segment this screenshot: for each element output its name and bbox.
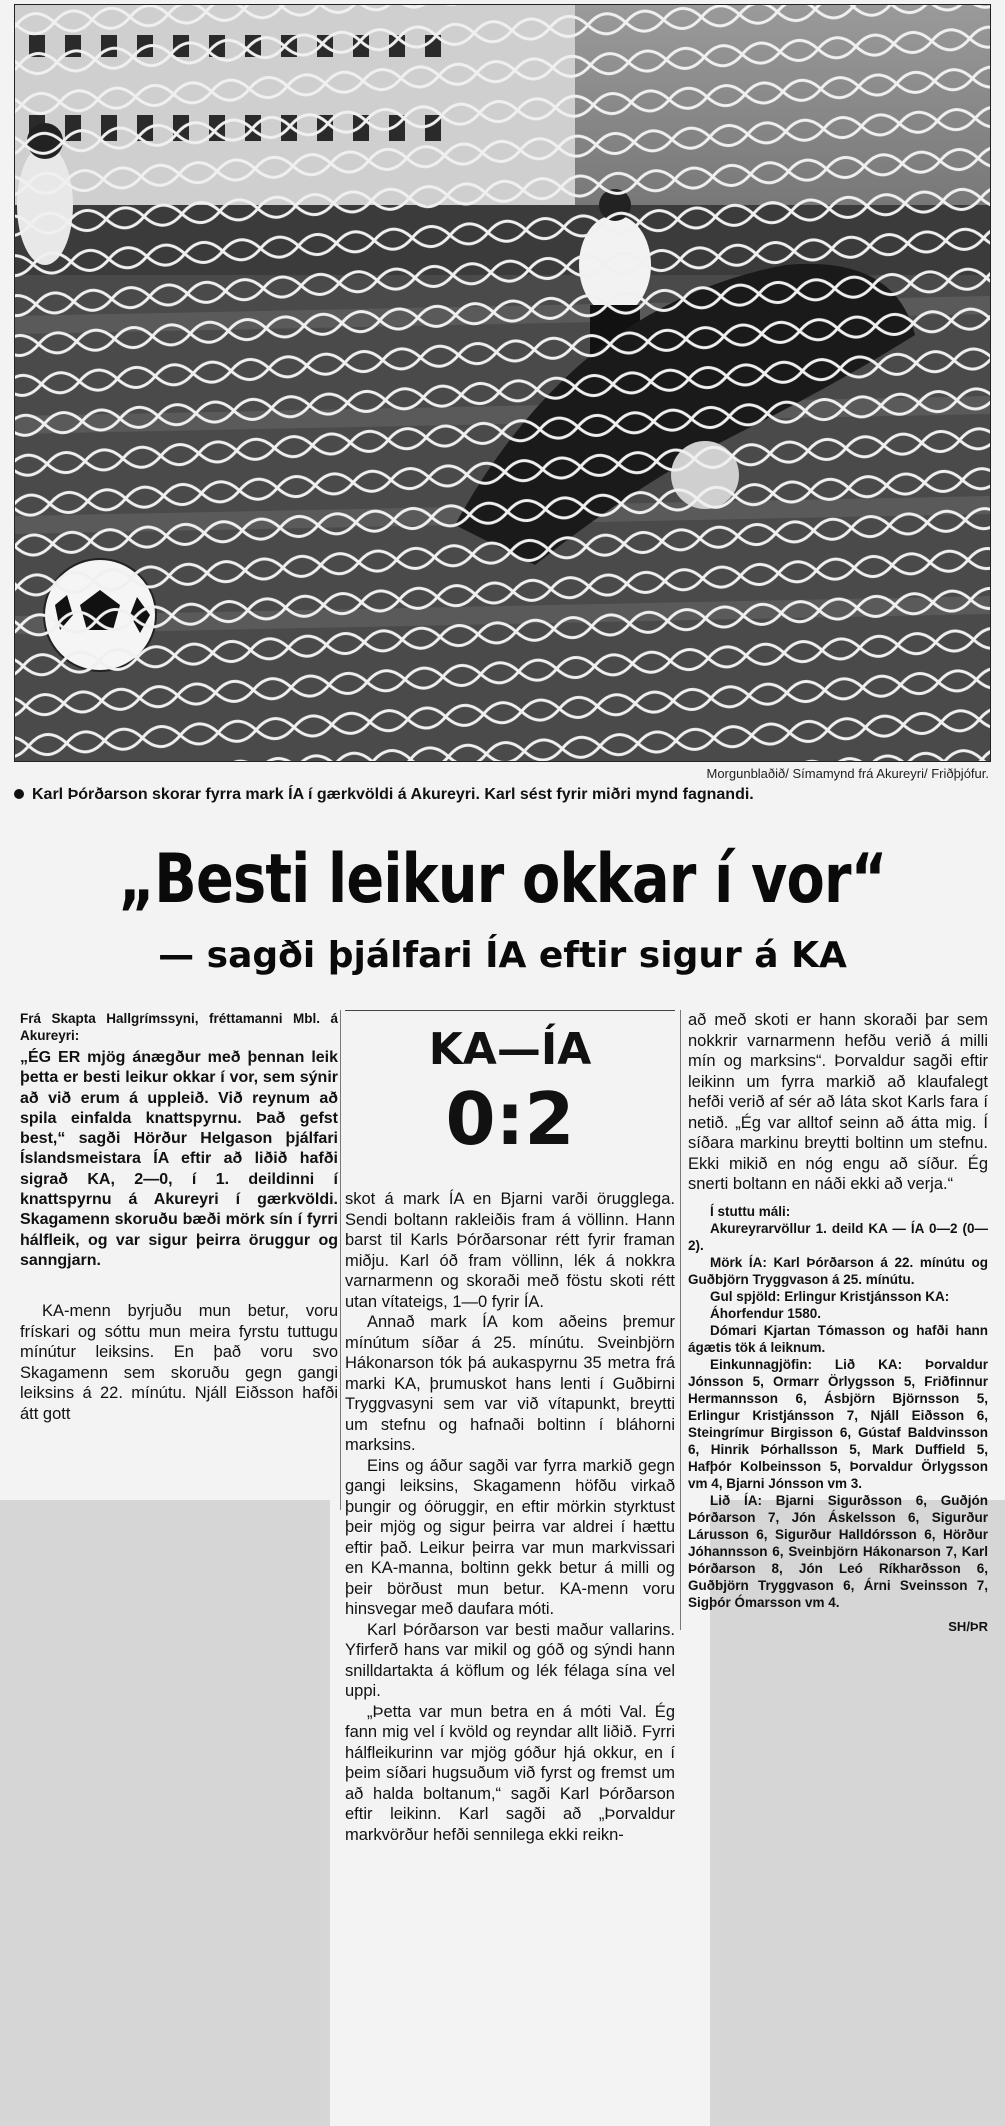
column-3 bbox=[688, 1010, 988, 1637]
match-summary bbox=[688, 1203, 988, 1611]
author-signature: SH/ÞR bbox=[948, 1618, 988, 1634]
body-paragraph: Karl Þórðarson var besti maður vallarins. Yfirferð hans var mikil og góð og sýndi hann snilldartakta á köflum og lék félaga sína vel uppi. bbox=[345, 1620, 675, 1700]
score-teams: KA—ÍA bbox=[428, 1024, 592, 1075]
photo-caption bbox=[14, 786, 984, 804]
column-1 bbox=[20, 1010, 338, 1424]
score-box bbox=[345, 1010, 675, 1161]
bullet-icon bbox=[14, 789, 24, 799]
match-photo bbox=[14, 4, 991, 762]
byline: Frá Skapta Hallgrímssyni, fréttamanni Mbl. á Akureyri: bbox=[20, 1011, 338, 1043]
body-paragraph: skot á mark ÍA en Bjarni varði örugglega. Sendi boltann rakleiðis fram á völlinn. Hann barst til Karls Þórðarsonar rétt fyrir framan miðju. Karl óð fram völlinn, lék á nokkra varnarmenn og skoraði með föstu skoti rétt utan vítateigs, 1—0 fyrir ÍA. bbox=[345, 1190, 675, 1311]
goal-net-photo bbox=[15, 5, 990, 761]
intro-paragraph: „ÉG ER mjög ánægður með þennan leik þetta er besti leikur okkar í vor, sem sýnir að við erum á uppleið. Við reynum að spila einfalda knattspyrnu. Það gefst best,“ sagði Hörður Helgason þjálfari Íslandsmeistara ÍA eftir að liðið hafði sigrað KA, 2—0, í 1. deildinni í knattspyrnu á Akureyri í gærkvöldi. Skagamenn skoruðu bæði mörk sín í fyrri hálfleik, og var sigur þeirra öruggur og sanngjarn. bbox=[20, 1049, 338, 1269]
summary-line: Mörk ÍA: Karl Þórðarson á 22. mínútu og Guðbjörn Tryggvason á 25. mínútu. bbox=[688, 1254, 988, 1287]
body-paragraph: KA-menn byrjuðu mun betur, voru frískari og sóttu mun meira fyrstu tuttugu mínútur leiksins. En það voru svo Skagamenn sem skoruðu gegn gangi leiksins á 22. mínútu. Njáll Eiðsson hafði átt gott bbox=[20, 1302, 338, 1423]
summary-line: Gul spjöld: Erlingur Kristjánsson KA: bbox=[710, 1288, 950, 1304]
score-result: 0:2 bbox=[445, 1077, 575, 1161]
summary-heading: Í stuttu máli: bbox=[710, 1203, 791, 1219]
column-divider bbox=[680, 1010, 681, 1630]
caption-text: Karl Þórðarson skorar fyrra mark ÍA í gærkvöldi á Akureyri. Karl sést fyrir miðri mynd fagnandi. bbox=[32, 786, 754, 803]
summary-line: Einkunnagjöfin: Lið KA: Þorvaldur Jónsson 5, Ormarr Örlygsson 5, Friðfinnur Hermannsson 6, Ásbjörn Björnsson 5, Erlingur Kristjánsson 7, Njáll Eiðsson 6, Steingrímur Birgisson 6, Gústaf Baldvinsson 6, Hinrik Þórhallsson 5, Mark Duffield 5, Hafþór Kolbeinsson 5, Þorvaldur Örlygsson vm 4, Bjarni Jónsson vm 3. bbox=[688, 1356, 988, 1491]
body-paragraph: Eins og áður sagði var fyrra markið gegn gangi leiksins, Skagamenn höfðu virkað þungir og óöruggir, en eftir mörkin styrktust þeir mjög og sigur þeirra var aldrei í hættu eftir það. Leikur þeirra var mun markvissari en KA-manna, boltinn gekk betur á milli og þeir börðust mun betur. KA-menn voru hinsvegar með daufara móti. bbox=[345, 1456, 675, 1618]
summary-line: Áhorfendur 1580. bbox=[710, 1305, 822, 1321]
subheadline: — sagði þjálfari ÍA eftir sigur á KA bbox=[158, 935, 847, 976]
summary-line: Lið ÍA: Bjarni Sigurðsson 6, Guðjón Þórðarson 7, Jón Áskelsson 6, Sigurður Lárusson 6, Sigurður Halldórsson 6, Hörður Jóhannsson 6, Sveinbjörn Hákonarson 7, Karl Þórðarson 8, Jón Leó Ríkharðsson 6, Guðbjörn Tryggvason 6, Árni Sveinsson 7, Sigþór Ómarsson vm 4. bbox=[688, 1492, 988, 1610]
headline: „Besti leikur okkar í vor“ bbox=[118, 840, 887, 919]
photo-credit: Morgunblaðið/ Símamynd frá Akureyri/ Friðþjófur. bbox=[706, 766, 989, 781]
body-paragraph: Annað mark ÍA kom aðeins þremur mínútum síðar á 25. mínútu. Sveinbjörn Hákonarson tók þá aukaspyrnu 35 metra frá marki KA, þrumuskot hans lenti í Guðbirni Tryggvasyni sem var við vítapunkt, breytti um stefnu og hafnaði boltinn í bláhorni marksins. bbox=[345, 1313, 675, 1454]
body-paragraph: „Þetta var mun betra en á móti Val. Ég fann mig vel í kvöld og reyndar allt liðið. Fyrri hálfleikurinn var mjög góður hjá okkur, en í þeim síðari hugsuðum við fyrst og fremst um að halda boltanum,“ sagði Karl Þórðarson eftir leikinn. Karl sagði að „Þorvaldur markvörður hefði sennilega ekki reikn- bbox=[345, 1702, 675, 1844]
summary-line: Akureyrarvöllur 1. deild KA — ÍA 0—2 (0—2). bbox=[688, 1220, 988, 1253]
column-2 bbox=[345, 1010, 675, 1845]
column-divider bbox=[340, 1010, 341, 1510]
body-paragraph: að með skoti er hann skoraði þar sem nokkrir varnarmenn hefðu verið á milli mín og marksins“. Þorvaldur sagði eftir leikinn um fyrra markið að klaufalegt hefði verið af sér að láta skot Karls fara í netið. „Ég var alltof seinn að átta mig. Í síðara markinu breytti boltinn um stefnu. Ekki mikið en nóg engu að síður. Ég snerti boltann en náði ekki að verja.“ bbox=[688, 1011, 988, 1193]
summary-line: Dómari Kjartan Tómasson og hafði hann ágætis tök á leiknum. bbox=[688, 1322, 988, 1355]
